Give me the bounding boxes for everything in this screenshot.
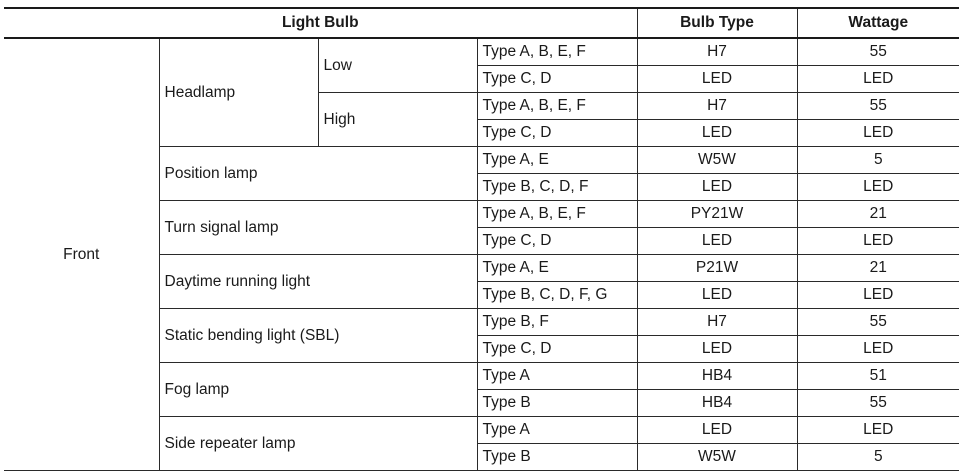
wattage-cell: 21 xyxy=(797,201,959,228)
wattage-cell: LED xyxy=(797,120,959,147)
bulb-type-cell: P21W xyxy=(637,255,797,282)
wattage-cell: LED xyxy=(797,282,959,309)
wattage-cell: 5 xyxy=(797,147,959,174)
wattage-cell: LED xyxy=(797,336,959,363)
bulb-type-cell: LED xyxy=(637,120,797,147)
bulb-spec-table xyxy=(4,7,959,471)
bulb-type-cell: HB4 xyxy=(637,390,797,417)
type-cell: Type B xyxy=(477,444,637,471)
wattage-cell: LED xyxy=(797,417,959,444)
bulb-type-cell: LED xyxy=(637,228,797,255)
bulb-type-cell: LED xyxy=(637,66,797,93)
type-cell: Type B, C, D, F xyxy=(477,174,637,201)
type-cell: Type C, D xyxy=(477,228,637,255)
lamp-label-daytime-running: Daytime running light xyxy=(159,255,477,309)
type-cell: Type C, D xyxy=(477,66,637,93)
header-wattage: Wattage xyxy=(797,8,959,38)
wattage-cell: LED xyxy=(797,228,959,255)
bulb-type-cell: PY21W xyxy=(637,201,797,228)
header-bulb-type: Bulb Type xyxy=(637,8,797,38)
type-cell: Type A xyxy=(477,417,637,444)
lamp-label-static-bending: Static bending light (SBL) xyxy=(159,309,477,363)
wattage-cell: 5 xyxy=(797,444,959,471)
wattage-cell: 55 xyxy=(797,309,959,336)
header-light-bulb: Light Bulb xyxy=(4,8,637,38)
bulb-type-cell: H7 xyxy=(637,309,797,336)
bulb-type-cell: LED xyxy=(637,336,797,363)
type-cell: Type A, E xyxy=(477,255,637,282)
bulb-type-cell: LED xyxy=(637,174,797,201)
header-row xyxy=(4,8,959,38)
type-cell: Type C, D xyxy=(477,336,637,363)
bulb-type-cell: H7 xyxy=(637,38,797,66)
lamp-label-fog: Fog lamp xyxy=(159,363,477,417)
bulb-type-cell: W5W xyxy=(637,147,797,174)
bulb-type-cell: W5W xyxy=(637,444,797,471)
table-row xyxy=(4,38,959,66)
lamp-label-side-repeater: Side repeater lamp xyxy=(159,417,477,471)
group-front: Front xyxy=(4,38,159,471)
wattage-cell: 21 xyxy=(797,255,959,282)
wattage-cell: 55 xyxy=(797,390,959,417)
type-cell: Type A, B, E, F xyxy=(477,38,637,66)
lamp-label-turn-signal: Turn signal lamp xyxy=(159,201,477,255)
type-cell: Type A, B, E, F xyxy=(477,201,637,228)
bulb-type-cell: LED xyxy=(637,282,797,309)
wattage-cell: LED xyxy=(797,174,959,201)
type-cell: Type B, F xyxy=(477,309,637,336)
type-cell: Type A, E xyxy=(477,147,637,174)
beam-low: Low xyxy=(318,38,477,93)
type-cell: Type A, B, E, F xyxy=(477,93,637,120)
wattage-cell: LED xyxy=(797,66,959,93)
wattage-cell: 55 xyxy=(797,38,959,66)
type-cell: Type C, D xyxy=(477,120,637,147)
lamp-label-headlamp: Headlamp xyxy=(159,38,318,147)
bulb-type-cell: H7 xyxy=(637,93,797,120)
wattage-cell: 51 xyxy=(797,363,959,390)
beam-high: High xyxy=(318,93,477,147)
wattage-cell: 55 xyxy=(797,93,959,120)
type-cell: Type A xyxy=(477,363,637,390)
bulb-type-cell: LED xyxy=(637,417,797,444)
lamp-label-position: Position lamp xyxy=(159,147,477,201)
type-cell: Type B, C, D, F, G xyxy=(477,282,637,309)
type-cell: Type B xyxy=(477,390,637,417)
bulb-type-cell: HB4 xyxy=(637,363,797,390)
